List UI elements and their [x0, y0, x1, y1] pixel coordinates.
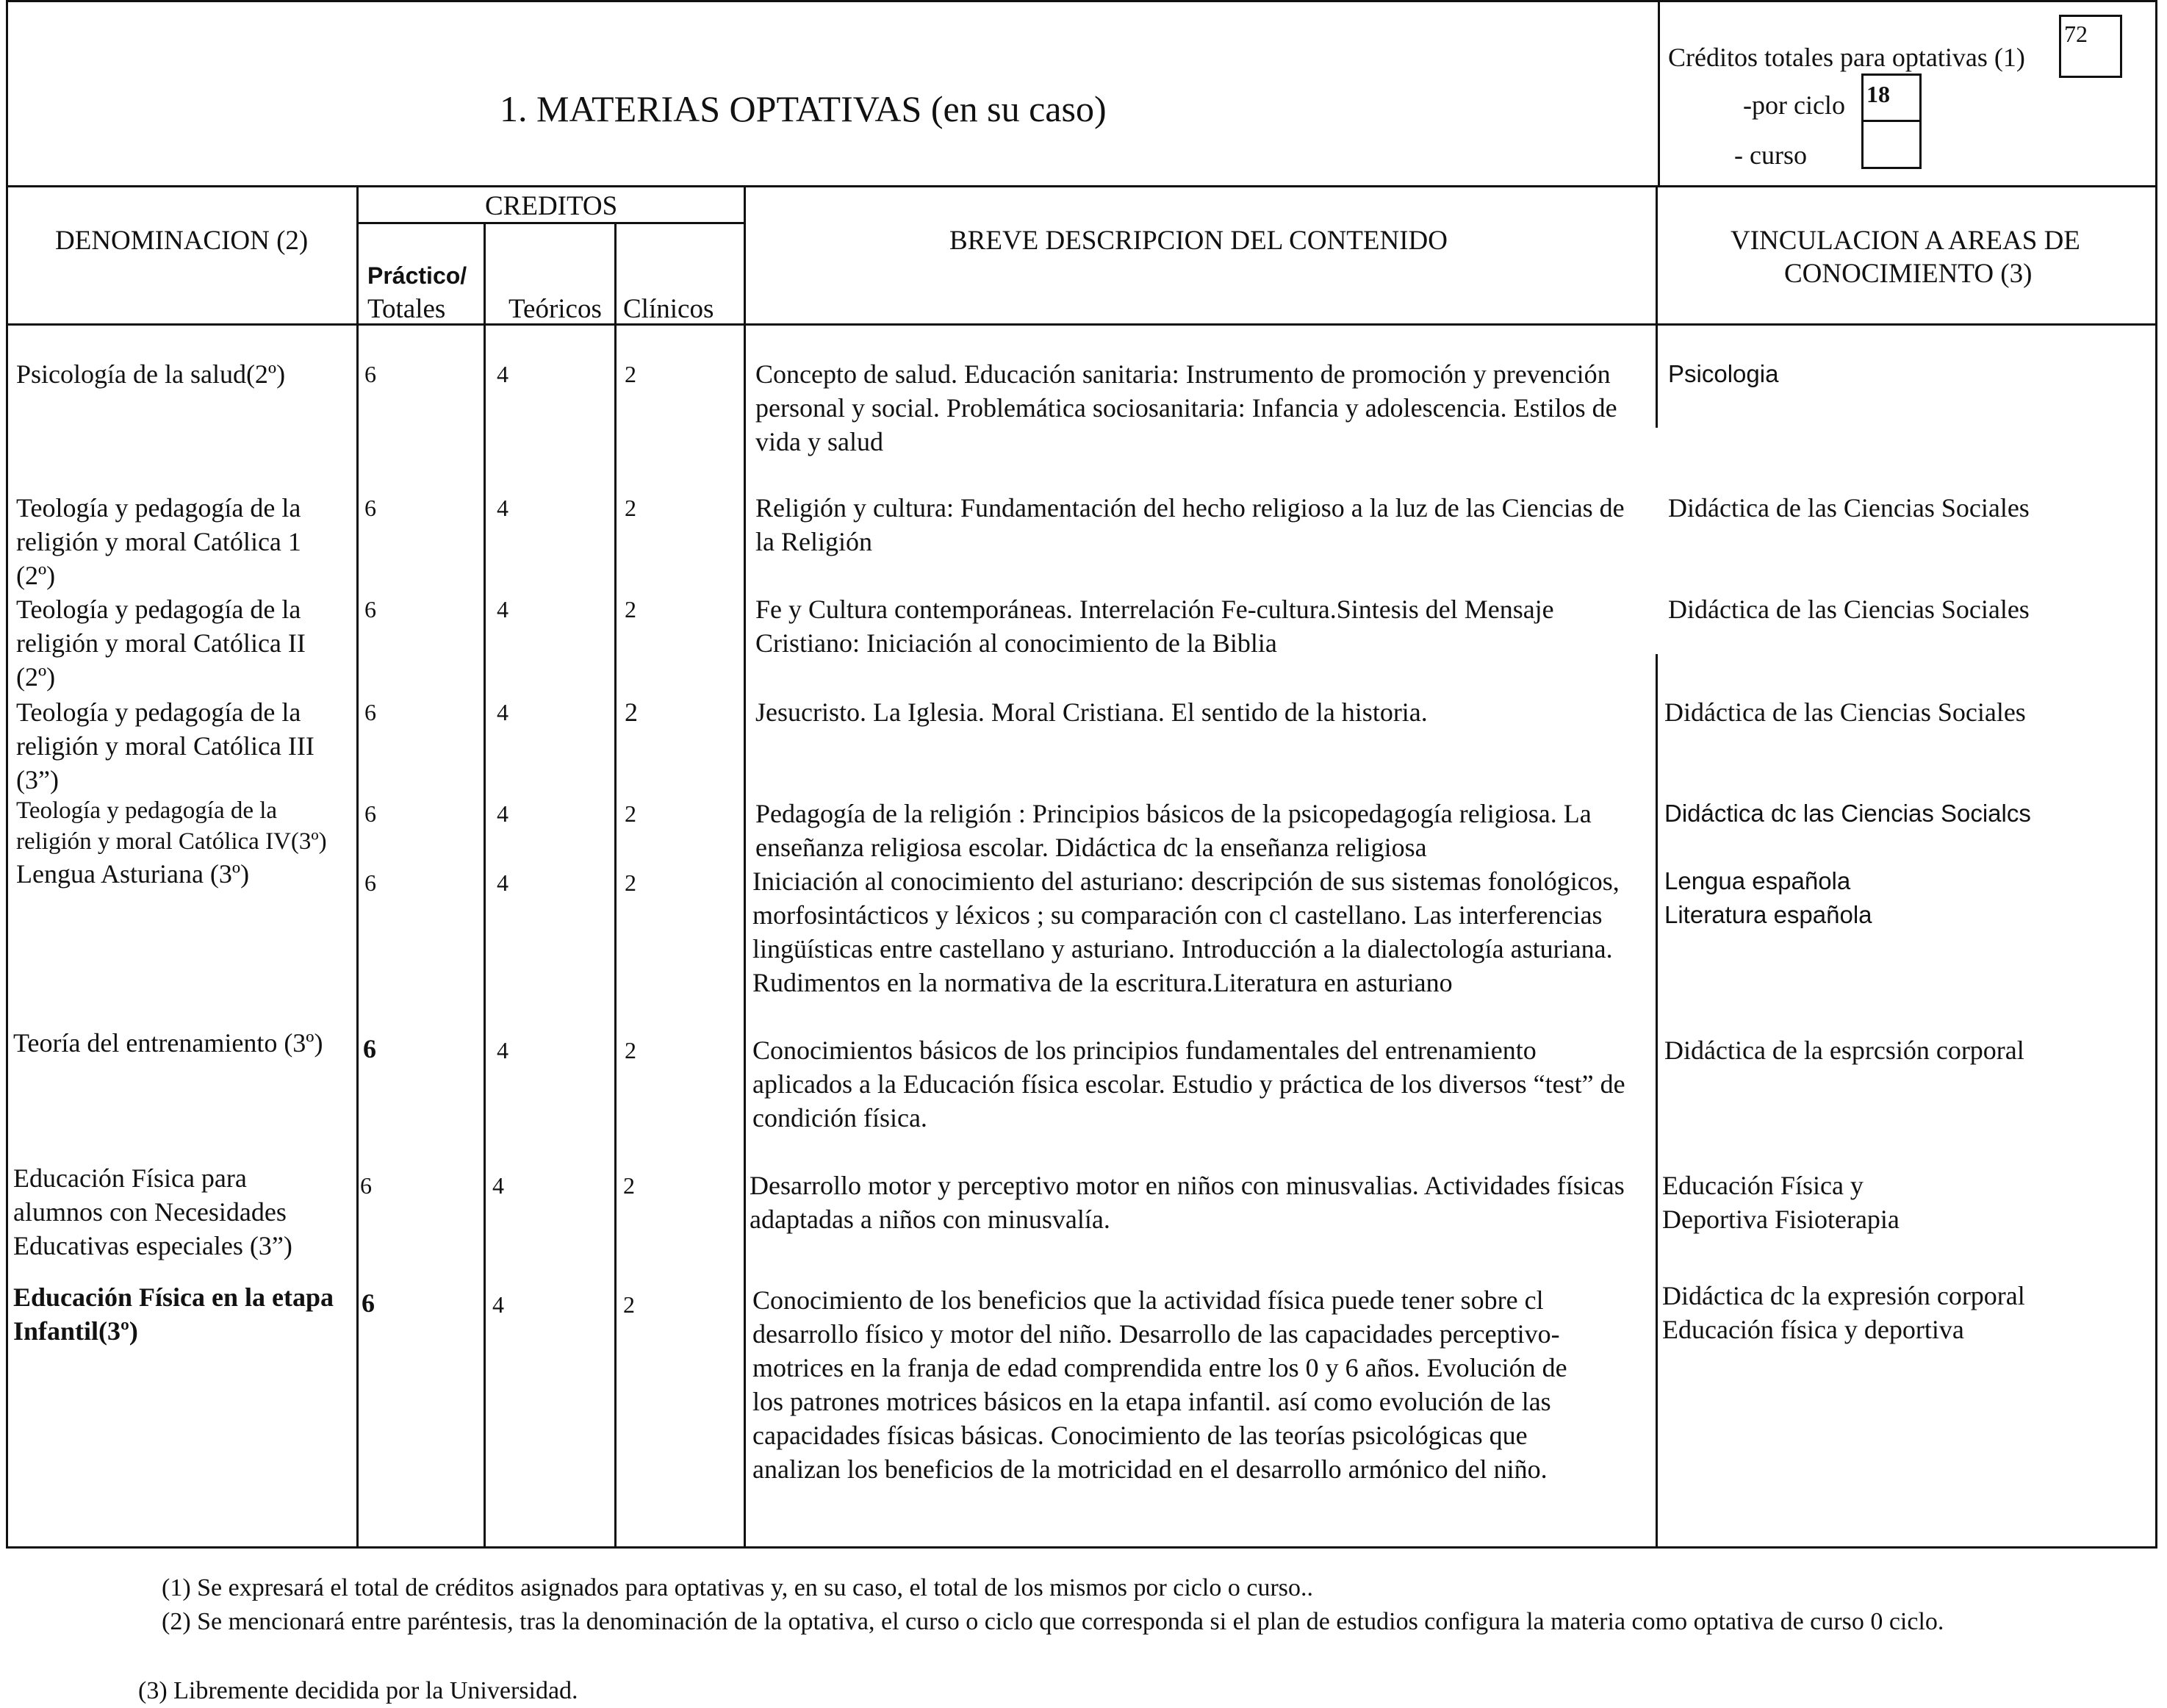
rule-left — [6, 0, 8, 1548]
row-credits-teoricos: 4 — [497, 361, 508, 387]
rule-col-descripcion — [744, 185, 746, 1548]
row-credits-teoricos: 4 — [497, 495, 508, 521]
rule-credits-box-left — [1658, 0, 1660, 187]
per-cycle-label: -por ciclo — [1743, 90, 1845, 120]
rule-title-bottom — [6, 185, 2157, 187]
row-credits-teoricos: 4 — [497, 699, 508, 725]
row-name: Lengua Asturiana (3º) — [16, 859, 250, 889]
row-credits-clinicos: 2 — [625, 495, 636, 521]
row-credits-totales: 6 — [364, 699, 376, 725]
row-area: Didáctica dc las Ciencias Socialcs — [1664, 800, 2031, 827]
row-name: Teoría del entrenamiento (3º) — [13, 1028, 323, 1058]
credits-total-box — [2059, 15, 2122, 78]
rule-col-area — [1656, 185, 1658, 428]
row-credits-teoricos: 4 — [492, 1291, 504, 1318]
footnote-2: (2) Se mencionará entre paréntesis, tras la denominación de la optativa, el curso o ciclo que corresponda si el plan de estudios configura la materia como optativa de curso 0 ciclo. — [162, 1608, 1944, 1635]
row-credits-totales: 6 — [364, 869, 376, 896]
row-credits-totales: 6 — [364, 361, 376, 387]
per-course-label: - curso — [1734, 140, 1807, 170]
rule-col-teoricos — [484, 222, 486, 1548]
row-name: Teología y pedagogía de la religión y moral Católica 1 (2º) — [16, 493, 301, 590]
credits-total-label: Créditos totales para optativas (1) — [1668, 43, 2025, 72]
row-name: Psicología de la salud(2º) — [16, 359, 286, 389]
row-credits-clinicos: 2 — [625, 800, 636, 827]
col-header-clinicos: Clínicos — [623, 294, 714, 324]
row-credits-totales: 6 — [364, 596, 376, 622]
row-area: Psicologia — [1668, 360, 1779, 387]
per-cycle-box — [1861, 73, 1922, 122]
row-area: Lengua española Literatura española — [1664, 867, 1872, 928]
row-credits-teoricos: 4 — [492, 1172, 504, 1199]
credits-total-value: 72 — [2064, 21, 2088, 47]
col-header-vinculacion-line1: VINCULACION A AREAS DE — [1731, 226, 2080, 256]
col-header-totales: Totales — [367, 294, 446, 324]
col-header-creditos: CREDITOS — [485, 191, 618, 221]
row-name: Educación Física para alumnos con Necesidades Educativas especiales (3”) — [13, 1163, 292, 1260]
row-credits-clinicos: 2 — [625, 697, 638, 727]
row-description: Pedagogía de la religión : Principios básicos de la psicopedagogía religiosa. La enseñanza religiosa escolar. Didáctica dc la enseñanza religiosa — [755, 799, 1592, 862]
row-description: Desarrollo motor y perceptivo motor en niños con minusvalias. Actividades físicas adaptadas a niños con minusvalía. — [750, 1171, 1625, 1234]
col-header-denominacion: DENOMINACION (2) — [55, 226, 309, 256]
row-credits-totales: 6 — [364, 800, 376, 827]
row-credits-teoricos: 4 — [497, 800, 508, 827]
row-credits-clinicos: 2 — [625, 361, 636, 387]
row-description: Jesucristo. La Iglesia. Moral Cristiana. El sentido de la historia. — [755, 697, 1428, 727]
row-area: Didáctica de las Ciencias Sociales — [1668, 595, 2030, 624]
row-name: Teología y pedagogía de la religión y moral Católica IV(3º) — [16, 797, 327, 855]
rule-right — [2155, 0, 2157, 1548]
row-credits-clinicos: 2 — [625, 869, 636, 896]
rule-col-totales — [356, 185, 359, 1548]
row-credits-totales: 6 — [363, 1034, 376, 1063]
rule-top — [6, 0, 2157, 2]
row-area: Didáctica de las Ciencias Sociales — [1668, 493, 2030, 523]
row-credits-teoricos: 4 — [497, 1037, 508, 1063]
row-credits-totales: 6 — [362, 1288, 375, 1318]
per-course-box — [1861, 120, 1922, 169]
col-header-vinculacion-line2: CONOCIMIENTO (3) — [1784, 259, 2033, 289]
row-description: Concepto de salud. Educación sanitaria: Instrumento de promoción y prevención personal y social. Problemática sociosanitaria: Infancia y adolescencia. Estilos de vida y salud — [755, 359, 1617, 456]
footnote-3: (3) Libremente decidida por la Universidad. — [138, 1677, 578, 1704]
page-title: 1. MATERIAS OPTATIVAS (en su caso) — [500, 88, 1107, 129]
col-header-practico: Práctico/ — [367, 262, 467, 289]
row-name: Teología y pedagogía de la religión y moral Católica II (2º) — [16, 595, 306, 692]
col-header-teoricos: Teóricos — [508, 294, 602, 324]
row-description: Iniciación al conocimiento del asturiano: descripción de sus sistemas fonológicos, morfosintácticos y léxicos ; su comparación con cl castellano. Las interferencias lingüísticas entre castellano y asturiano. Introducción a la dialectología asturiana. Rudimentos en la normativa de la escritura.Literatura en asturiano — [752, 866, 1620, 997]
row-description: Conocimientos básicos de los principios fundamentales del entrenamiento aplicados a la Educación física escolar. Estudio y práctica de los diversos “test” de condición física. — [752, 1036, 1625, 1133]
row-name: Teología y pedagogía de la religión y moral Católica III (3”) — [16, 697, 315, 794]
row-description: Conocimiento de los beneficios que la actividad física puede tener sobre cl desarrollo físico y motor del niño. Desarrollo de las capacidades perceptivo-motrices en la franja de edad comprendida entre los 0 y 6 años. Evolución de los patrones motrices básicos en la etapa infantil. así como evolución de las capacidades físicas básicas. Conocimiento de las teorías psicológicas que analizan los beneficios de la motricidad en el desarrollo armónico del niño. — [752, 1285, 1567, 1484]
row-area: Didáctica dc la expresión corporal Educación física y deportiva — [1662, 1281, 2025, 1344]
row-area: Didáctica de las Ciencias Sociales — [1664, 697, 2026, 727]
row-area: Didáctica de la esprcsión corporal — [1664, 1036, 2024, 1065]
row-description: Fe y Cultura contemporáneas. Interrelación Fe-cultura.Sintesis del Mensaje Cristiano: Iniciación al conocimiento de la Biblia — [755, 595, 1554, 658]
footnote-1: (1) Se expresará el total de créditos asignados para optativas y, en su caso, el total de los mismos por ciclo o curso.. — [162, 1574, 1314, 1601]
row-name: Educación Física en la etapa Infantil(3º) — [13, 1282, 334, 1346]
row-credits-clinicos: 2 — [623, 1291, 635, 1318]
rule-col-clinicos — [614, 222, 617, 1548]
rule-col-area-2 — [1656, 654, 1658, 1546]
row-credits-teoricos: 4 — [497, 869, 508, 896]
per-cycle-value: 18 — [1866, 81, 1890, 107]
col-header-descripcion: BREVE DESCRIPCION DEL CONTENIDO — [949, 226, 1448, 256]
row-description: Religión y cultura: Fundamentación del hecho religioso a la luz de las Ciencias de la Religión — [755, 493, 1625, 556]
row-credits-teoricos: 4 — [497, 596, 508, 622]
row-credits-clinicos: 2 — [623, 1172, 635, 1199]
row-credits-clinicos: 2 — [625, 1037, 636, 1063]
row-area: Educación Física y Deportiva Fisioterapia — [1662, 1171, 1900, 1234]
row-credits-clinicos: 2 — [625, 596, 636, 622]
rule-table-bottom — [6, 1546, 2157, 1549]
row-credits-totales: 6 — [364, 495, 376, 521]
row-credits-totales: 6 — [360, 1172, 372, 1199]
rule-header-bottom — [6, 323, 2157, 326]
